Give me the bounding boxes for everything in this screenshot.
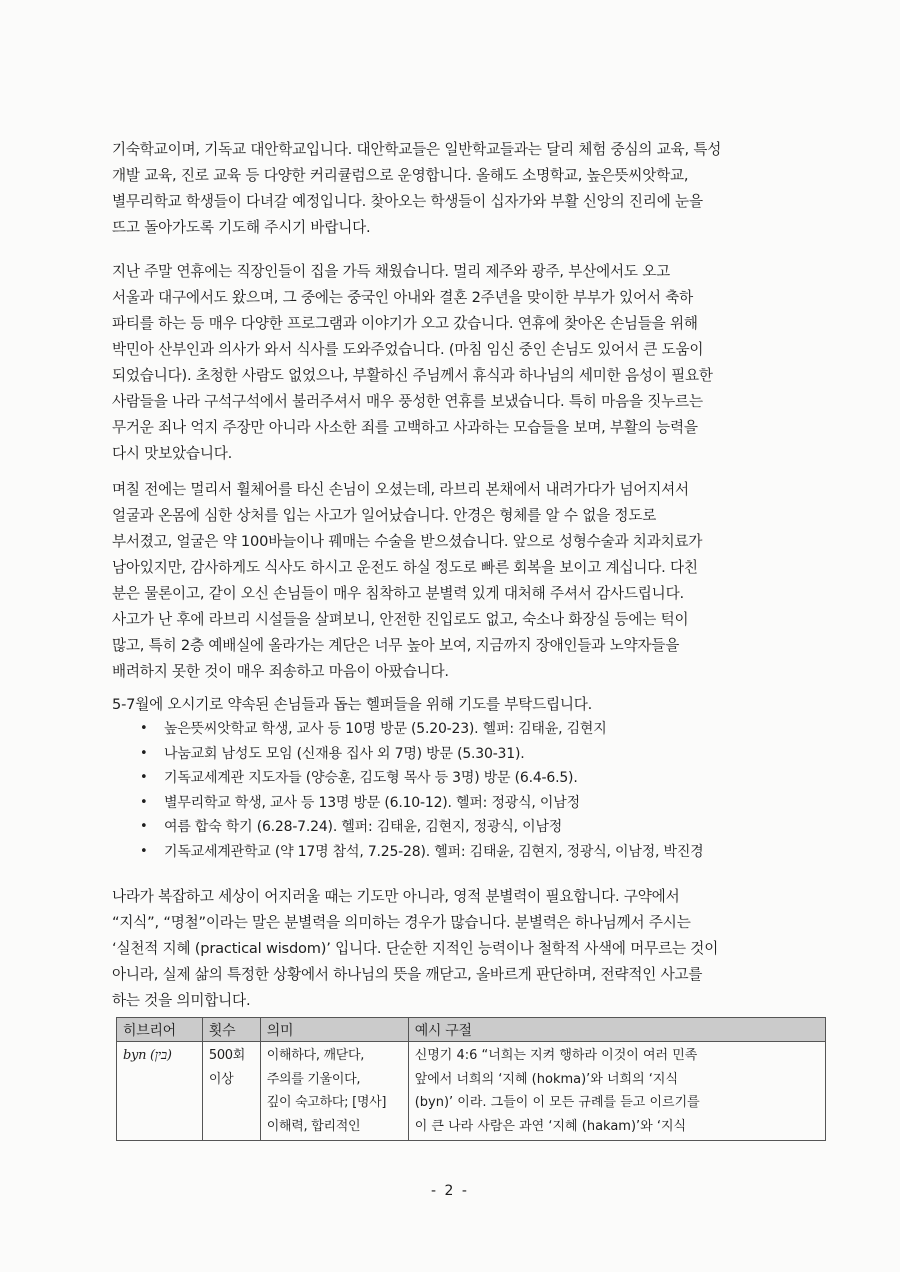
column-header-example: 예시 구절 (408, 1018, 825, 1042)
example-line: 앞에서 너희의 ‘지혜 (hokma)’와 너희의 ‘지식 (414, 1071, 679, 1087)
text-line: 하는 것을 의미합니다. (112, 992, 251, 1009)
text-line: 사람들을 나라 구석구석에서 불러주셔서 매우 풍성한 연휴를 보냈습니다. 특히 마음을 짓누르는 (112, 393, 703, 410)
text-line: 남아있지만, 감사하게도 식사도 하시고 운전도 하실 정도로 빠른 회복을 보이고 계십니다. 다친 (112, 559, 698, 576)
list-item: • 여름 합숙 학기 (6.28-7.24). 헬퍼: 김태윤, 김현지, 정광식, 이남정 (112, 815, 812, 840)
column-header-meaning: 의미 (260, 1018, 408, 1042)
cell-count (202, 1042, 260, 1141)
hebrew-word: byn (בין) (123, 1048, 172, 1063)
paragraph-discernment (112, 884, 802, 1014)
example-line: 이 큰 나라 사람은 과연 ‘지혜 (hakam)’와 ‘지식 (414, 1118, 687, 1134)
text-line: 아니라, 실제 삶의 특정한 상황에서 하나님의 뜻을 깨닫고, 올바르게 판단하며, 전략적인 사고를 (112, 966, 703, 983)
text-line: 서울과 대구에서도 왔으며, 그 중에는 중국인 아내와 결혼 2주년을 맞이한 부부가 있어서 축하 (112, 289, 694, 306)
paragraph-prayer-request (112, 692, 802, 718)
text-line: 파티를 하는 등 매우 다양한 프로그램과 이야기가 오고 갔습니다. 연휴에 찾아온 손님들을 위해 (112, 315, 698, 332)
text-line: 부서졌고, 얼굴은 약 100바늘이나 꿰매는 수술을 받으셨습니다. 앞으로 성형수술과 치과치료가 (112, 533, 703, 550)
meaning-line: 주의를 기울이다, (266, 1071, 361, 1087)
text-line: 박민아 산부인과 의사가 와서 식사를 도와주었습니다. (마침 임신 중인 손님도 있어서 큰 도움이 (112, 341, 704, 358)
meaning-line: 깊이 숙고하다; [명사] (266, 1095, 387, 1110)
cell-meaning (260, 1042, 408, 1141)
paragraph-alternative-schools (112, 137, 802, 241)
text-line: 뜨고 돌아가도록 기도해 주시기 바랍니다. (112, 219, 371, 236)
text-line: 되었습니다). 초청한 사람도 없었으나, 부활하신 주님께서 휴식과 하나님의 세미한 음성이 필요한 (112, 367, 713, 384)
table-row (117, 1042, 826, 1141)
text-line: 나라가 복잡하고 세상이 어지러울 때는 기도만 아니라, 영적 분별력이 필요합니다. 구약에서 (112, 888, 680, 905)
list-item: • 별무리학교 학생, 교사 등 13명 방문 (6.10-12). 헬퍼: 정광식, 이남정 (112, 791, 812, 816)
meaning-line: 이해력, 합리적인 (266, 1118, 361, 1134)
text-line: 며칠 전에는 멀리서 휠체어를 타신 손님이 오셨는데, 라브리 본채에서 내려가다가 넘어지셔서 (112, 481, 689, 498)
list-item: • 기독교세계관 지도자들 (양승훈, 김도형 목사 등 3명) 방문 (6.4-6.5). (112, 766, 812, 791)
text-line: 다시 맛보았습니다. (112, 445, 233, 462)
cell-example (408, 1042, 825, 1141)
column-header-count: 횟수 (202, 1018, 260, 1042)
text-line: 5-7월에 오시기로 약속된 손님들과 돕는 헬퍼들을 위해 기도를 부탁드립니다. (112, 696, 593, 713)
text-line: 별무리학교 학생들이 다녀갈 예정입니다. 찾아오는 학생들이 십자가와 부활 신앙의 진리에 눈을 (112, 193, 703, 210)
list-item: • 나눔교회 남성도 모임 (신재용 집사 외 7명) 방문 (5.30-31). (112, 742, 812, 767)
text-line: 개발 교육, 진로 교육 등 다양한 커리큘럼으로 운영합니다. 올해도 소명학교, 높은뜻씨앗학교, (112, 167, 689, 184)
text-line: 많고, 특히 2층 예배실에 올라가는 계단은 너무 높아 보여, 지금까지 장애인들과 노약자들을 (112, 637, 680, 654)
text-line: ‘실천적 지혜 (practical wisdom)’ 입니다. 단순한 지적인 능력이나 철학적 사색에 머무르는 것이 (112, 940, 719, 957)
page-number: - 2 - (431, 1183, 469, 1199)
list-item: • 기독교세계관학교 (약 17명 참석, 7.25-28). 헬퍼: 김태윤, 김현지, 정광식, 이남정, 박진경 (112, 840, 812, 865)
column-header-hebrew: 히브리어 (117, 1018, 203, 1042)
paragraph-holiday-weekend (112, 259, 802, 467)
meaning-line: 이해하다, 깨닫다, (266, 1048, 365, 1063)
count-line: 500회 (208, 1048, 246, 1063)
cell-hebrew (117, 1042, 203, 1141)
example-line: (byn)’ 이라. 그들이 이 모든 규례를 듣고 이르기를 (414, 1095, 700, 1110)
text-line: 사고가 난 후에 라브리 시설들을 살펴보니, 안전한 진입로도 없고, 숙소나 화장실 등에는 턱이 (112, 611, 689, 628)
paragraph-wheelchair-accident (112, 477, 802, 685)
text-line: 배려하지 못한 것이 매우 죄송하고 마음이 아팠습니다. (112, 663, 449, 680)
hebrew-word-table (116, 1017, 826, 1141)
table-header-row (117, 1018, 826, 1042)
example-line: 신명기 4:6 “너희는 지켜 행하라 이것이 여러 민족 (414, 1048, 698, 1063)
count-line: 이상 (208, 1071, 234, 1087)
list-item: • 높은뜻씨앗학교 학생, 교사 등 10명 방문 (5.20-23). 헬퍼: 김태윤, 김현지 (112, 717, 812, 742)
text-line: 기숙학교이며, 기독교 대안학교입니다. 대안학교들은 일반학교들과는 달리 체험 중심의 교육, 특성 (112, 141, 722, 158)
text-line: 분은 물론이고, 같이 오신 손님들이 매우 침착하고 분별력 있게 대처해 주셔서 감사드립니다. (112, 585, 684, 602)
text-line: 얼굴과 온몸에 심한 상처를 입는 사고가 일어났습니다. 안경은 형체를 알 수 없을 정도로 (112, 507, 657, 524)
visit-schedule-list (112, 717, 812, 864)
text-line: 지난 주말 연휴에는 직장인들이 집을 가득 채웠습니다. 멀리 제주와 광주, 부산에서도 오고 (112, 263, 671, 280)
text-line: “지식”, “명철”이라는 말은 분별력을 의미하는 경우가 많습니다. 분별력은 하나님께서 주시는 (112, 914, 691, 931)
text-line: 무거운 죄나 억지 주장만 아니라 사소한 죄를 고백하고 사과하는 모습들을 보며, 부활의 능력을 (112, 419, 698, 436)
